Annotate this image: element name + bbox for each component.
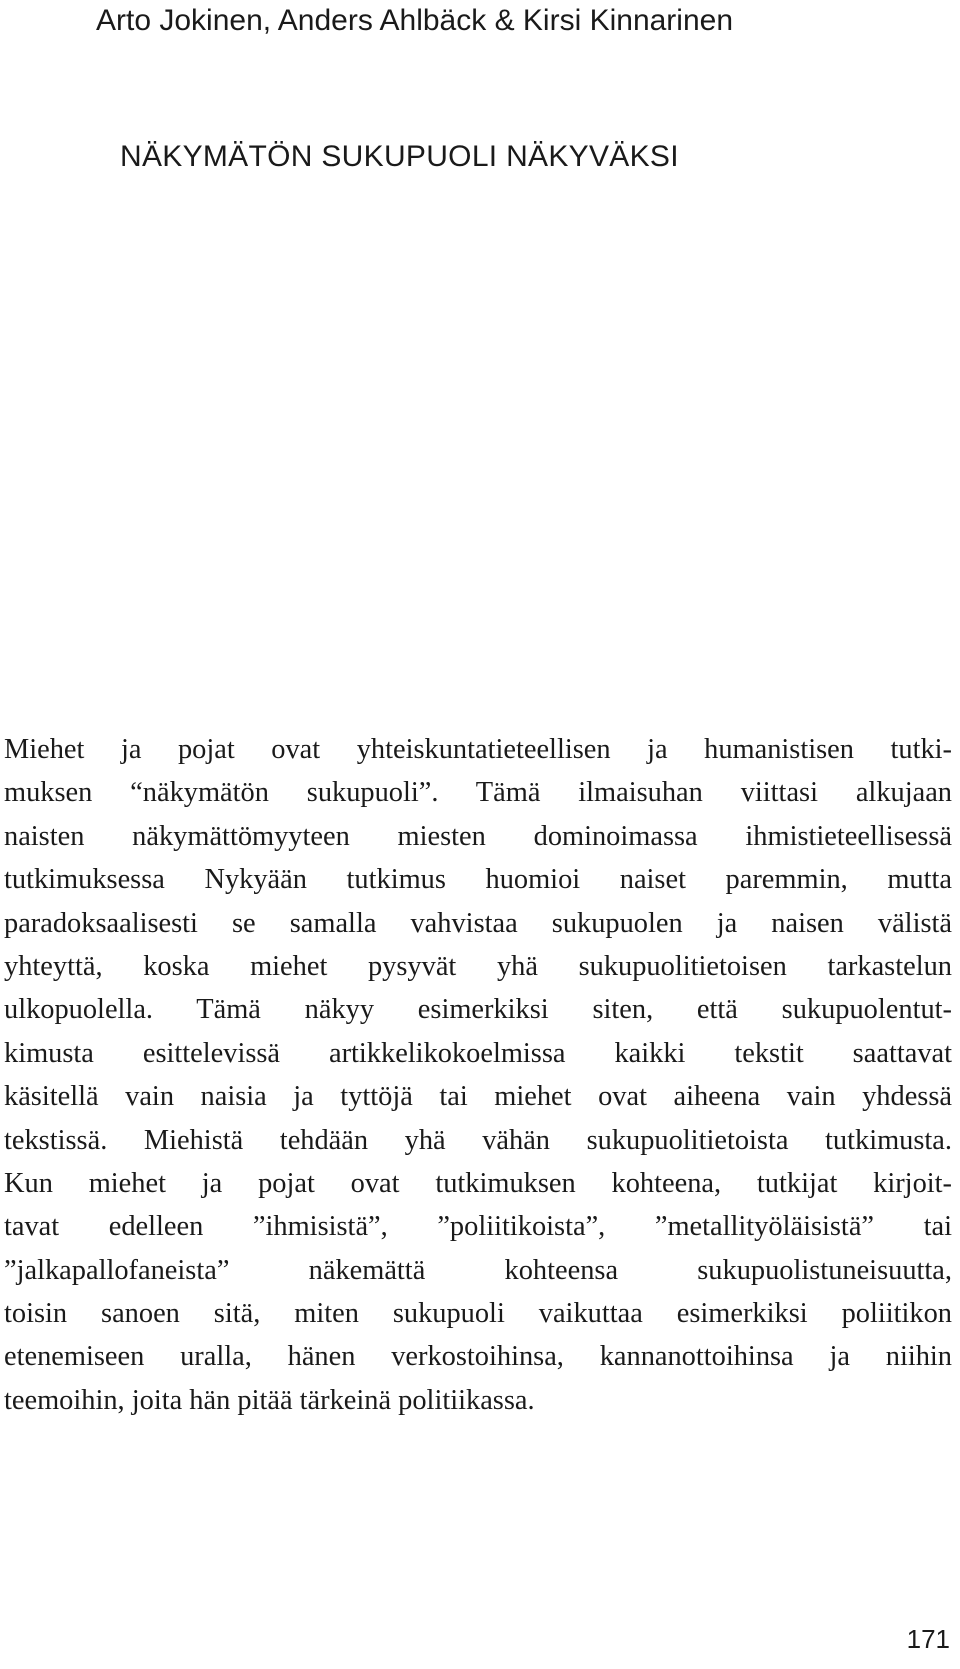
chapter-title: NÄKYMÄTÖN SUKUPUOLI NÄKYVÄKSI [120,140,679,173]
body-line: paradoksaalisesti se samalla vahvistaa sukupuolen ja naisen välistä [4,907,952,939]
body-line: tavat edelleen ”ihmisistä”, ”poliitikoista”, ”metallityöläisistä” tai [4,1211,952,1243]
body-line: teemoihin, joita hän pitää tärkeinä politiikassa. [4,1384,535,1416]
body-line: tutkimuksessa Nykyään tutkimus huomioi naiset paremmin, mutta [4,864,952,896]
body-line: etenemiseen uralla, hänen verkostoihinsa, kannanottoihinsa ja niihin [4,1341,952,1373]
body-line: toisin sanoen sitä, miten sukupuoli vaikuttaa esimerkiksi poliitikon [4,1298,952,1330]
body-line: tekstissä. Miehistä tehdään yhä vähän sukupuolitietoista tutkimusta. [4,1124,952,1156]
body-line: Miehet ja pojat ovat yhteiskuntatieteellisen ja humanistisen tutki- [4,734,952,765]
body-line: käsitellä vain naisia ja tyttöjä tai miehet ovat aiheena vain yhdessä [4,1081,952,1113]
page-number: 171 [906,1624,950,1654]
body-paragraph [4,728,952,1422]
body-line: kimusta esittelevissä artikkelikokoelmissa kaikki tekstit saattavat [4,1037,952,1069]
running-header-authors: Arto Jokinen, Anders Ahlbäck & Kirsi Kinnarinen [96,4,734,37]
body-line: ulkopuolella. Tämä näkyy esimerkiksi siten, että sukupuolentut- [4,994,952,1026]
body-line: muksen “näkymätön sukupuoli”. Tämä ilmaisuhan viittasi alkujaan [4,777,952,809]
body-line: Kun miehet ja pojat ovat tutkimuksen kohteena, tutkijat kirjoit- [4,1167,952,1199]
body-line: yhteyttä, koska miehet pysyvät yhä sukupuolitietoisen tarkastelun [4,950,952,982]
body-line: ”jalkapallofaneista” näkemättä kohteensa sukupuolistuneisuutta, [4,1254,952,1286]
body-line: naisten näkymättömyyteen miesten dominoimassa ihmistieteellisessä [4,820,952,852]
